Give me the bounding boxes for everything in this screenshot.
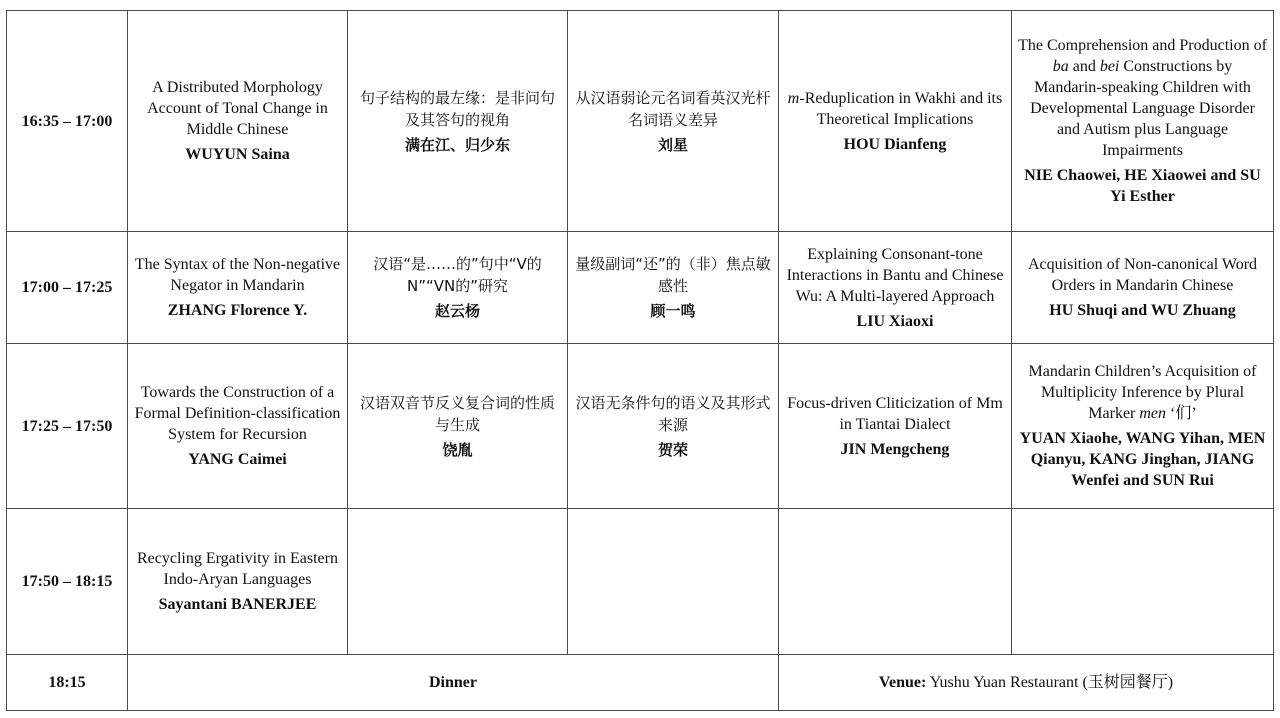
- talk-title-part: Constructions by Mandarin-speaking Children with Developmental Language Disorder and Autism plus Language Impairments: [1030, 58, 1255, 159]
- empty-cell: [348, 509, 568, 655]
- empty-cell: [1012, 509, 1274, 655]
- talk-author: Sayantani BANERJEE: [158, 596, 317, 613]
- session-cell: [568, 11, 779, 232]
- session-cell: [779, 344, 1012, 509]
- talk-title-italic: m: [787, 89, 800, 107]
- schedule-row: [7, 344, 1274, 509]
- talk-title: The Syntax of the Non-negative Negator in Mandarin: [134, 256, 341, 294]
- talk-title: [785, 88, 1005, 130]
- schedule-table: [6, 10, 1274, 711]
- talk-title: 汉语无条件句的语义及其形式来源: [575, 393, 771, 434]
- talk-author: NIE Chaowei, HE Xiaowei and SU Yi Esther: [1024, 167, 1261, 205]
- time-slot: 16:35 – 17:00: [7, 11, 128, 232]
- talk-author: 贺荣: [657, 440, 688, 459]
- talk-title: 从汉语弱论元名词看英汉光杆名词语义差异: [575, 88, 771, 129]
- talk-title: 汉语双音节反义复合词的性质与生成: [359, 393, 555, 434]
- talk-author: YUAN Xiaohe, WANG Yihan, MEN Qianyu, KANG Jinghan, JIANG Wenfei and SUN Rui: [1019, 430, 1266, 489]
- talk-author: 顾一鸣: [650, 302, 696, 320]
- talk-title-italic: bei: [1099, 58, 1120, 75]
- talk-author: 刘星: [657, 135, 688, 154]
- empty-cell: [779, 509, 1012, 655]
- venue-text: Yushu Yuan Restaurant (玉树园餐厅): [926, 674, 1174, 691]
- talk-author: HOU Dianfeng: [843, 135, 947, 153]
- session-cell: [779, 11, 1012, 232]
- talk-author: HU Shuqi and WU Zhuang: [1049, 302, 1236, 319]
- session-cell: [128, 344, 348, 509]
- time-slot: 18:15: [7, 655, 128, 711]
- schedule-row: [7, 11, 1274, 232]
- talk-title-rest: -Reduplication in Wakhi and its Theoretical Implications: [799, 89, 1003, 128]
- time-slot: 17:00 – 17:25: [7, 232, 128, 344]
- dinner-cell: Dinner: [128, 655, 779, 711]
- venue-label: Venue:: [878, 674, 927, 691]
- session-cell: [128, 509, 348, 655]
- talk-title: Towards the Construction of a Formal Definition-classification System for Recursion: [134, 384, 341, 443]
- talk-title: Explaining Consonant-tone Interactions in Bantu and Chinese Wu: A Multi-layered Approach: [786, 245, 1004, 305]
- talk-title-part: The Comprehension and Production of: [1018, 37, 1267, 54]
- talk-author: 满在江、归少东: [404, 135, 510, 154]
- session-cell: [348, 344, 568, 509]
- talk-title: 句子结构的最左缘：是非问句及其答句的视角: [359, 88, 555, 129]
- talk-title-italic: ba: [1052, 58, 1069, 75]
- talk-title: 汉语“是……的”句中“V的N”“VN的”研究: [373, 255, 542, 295]
- talk-author: 赵云杨: [434, 302, 480, 320]
- talk-title-italic: men: [1139, 405, 1167, 422]
- time-slot: 17:50 – 18:15: [7, 509, 128, 655]
- session-cell: [348, 11, 568, 232]
- talk-title: [1018, 361, 1267, 424]
- session-cell: [128, 11, 348, 232]
- session-cell: [1012, 232, 1274, 344]
- talk-author: 饶胤: [442, 440, 473, 459]
- session-cell: [1012, 11, 1274, 232]
- talk-title: Acquisition of Non-canonical Word Orders in Mandarin Chinese: [1027, 256, 1258, 294]
- time-slot: 17:25 – 17:50: [7, 344, 128, 509]
- schedule-row: [7, 655, 1274, 711]
- talk-author: ZHANG Florence Y.: [167, 302, 308, 319]
- talk-title: Focus-driven Cliticization of Mm in Tiantai Dialect: [787, 394, 1003, 433]
- schedule-row: [7, 232, 1274, 344]
- talk-author: JIN Mengcheng: [840, 440, 950, 458]
- talk-title-part: ‘们’: [1166, 405, 1197, 422]
- session-cell: [568, 344, 779, 509]
- schedule-row: [7, 509, 1274, 655]
- talk-author: YANG Caimei: [188, 451, 287, 468]
- session-cell: [1012, 344, 1274, 509]
- talk-title-part: Mandarin Children’s Acquisition of Multiplicity Inference by Plural Marker: [1028, 363, 1257, 422]
- empty-cell: [568, 509, 779, 655]
- talk-title-part: and: [1068, 58, 1100, 75]
- session-cell: [348, 232, 568, 344]
- session-cell: [568, 232, 779, 344]
- talk-author: LIU Xiaoxi: [856, 312, 934, 330]
- talk-title: 量级副词“还”的（非）焦点敏感性: [575, 255, 771, 295]
- talk-title: [1018, 35, 1267, 161]
- venue-cell: [779, 655, 1274, 711]
- talk-title: Recycling Ergativity in Eastern Indo-Aryan Languages: [137, 550, 338, 588]
- talk-title: A Distributed Morphology Account of Tonal Change in Middle Chinese: [147, 79, 328, 138]
- talk-author: WUYUN Saina: [185, 146, 290, 163]
- session-cell: [779, 232, 1012, 344]
- session-cell: [128, 232, 348, 344]
